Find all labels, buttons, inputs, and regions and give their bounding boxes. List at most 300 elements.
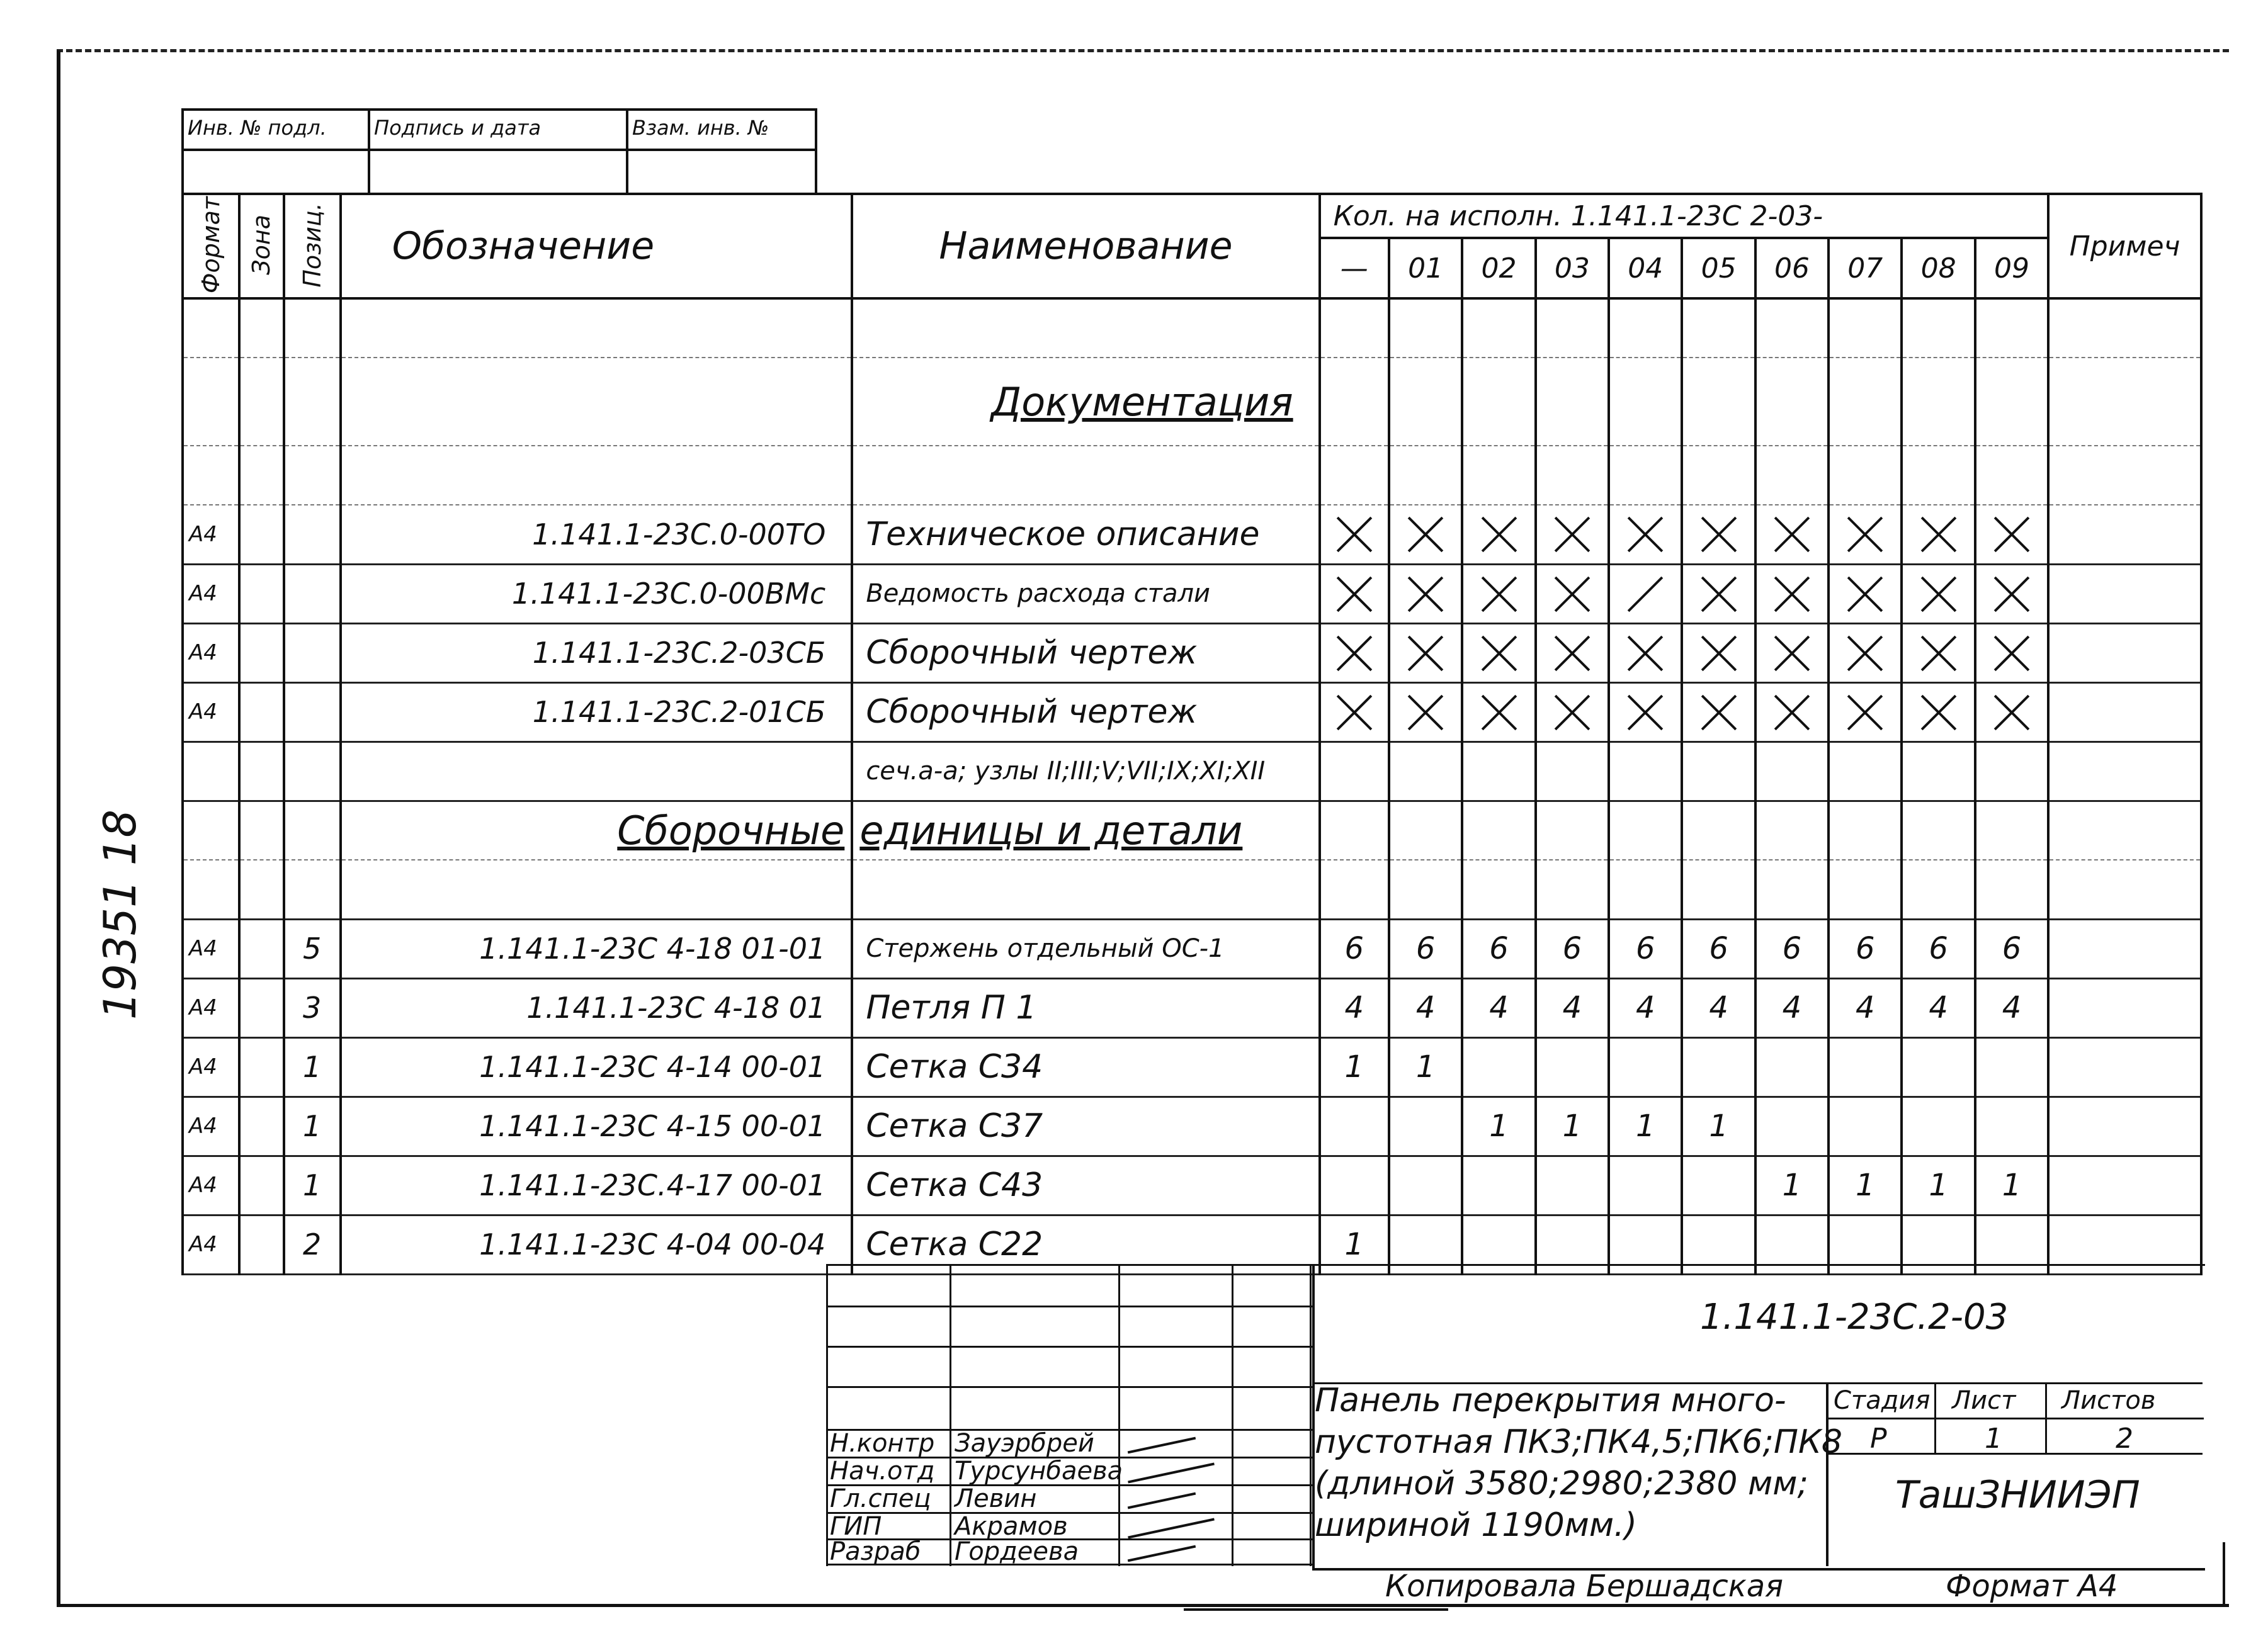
row-qty: [1389, 1097, 1462, 1156]
row-position: 2: [284, 1215, 341, 1274]
table-cell: [1536, 446, 1609, 505]
table-cell: [2048, 860, 2201, 919]
section-documentation-label: Документация: [990, 378, 1293, 425]
table-cell: [1755, 358, 1829, 446]
table-cell: [2048, 623, 2201, 682]
table-cell: [239, 1156, 283, 1215]
table-cell: [1902, 446, 1975, 505]
table-cell: [284, 623, 341, 682]
cross-mark-icon: [1700, 575, 1738, 613]
role-label: Разраб: [830, 1537, 921, 1566]
row-format: А4: [183, 564, 239, 623]
table-cell: [284, 505, 341, 564]
table-cell: [239, 505, 283, 564]
cross-mark-icon: [1553, 516, 1591, 553]
table-cell: [1389, 358, 1462, 446]
table-cell: [1536, 742, 1609, 801]
table-cell: [1320, 446, 1389, 505]
document-code: 1.141.1-23С.2-03: [1700, 1297, 2009, 1338]
table-cell: [1975, 446, 2048, 505]
table-cell: [183, 298, 239, 358]
cross-mark-icon: [1389, 564, 1462, 623]
row-name: Петля П 1: [852, 978, 1319, 1037]
side-number: 19351 18: [94, 809, 146, 1020]
organization-name: ТашЗНИИЭП: [1895, 1473, 2140, 1517]
row-format: А4: [183, 1037, 239, 1097]
frame-bottom-line: [57, 1604, 2229, 1607]
person-name: Левин: [955, 1484, 1037, 1513]
table-cell: [2048, 564, 2201, 623]
row-qty: [1536, 1156, 1609, 1215]
table-cell: [2048, 978, 2201, 1037]
table-cell: [284, 358, 341, 446]
row-designation: 1.141.1-23С.2-01СБ: [341, 682, 853, 742]
table-row: [183, 919, 2201, 978]
header-variant: 08: [1902, 238, 1975, 298]
table-cell: [1320, 298, 1389, 358]
row-qty: 4: [1902, 978, 1975, 1037]
header-name: Наименование: [852, 194, 1319, 298]
table-cell: [183, 742, 239, 801]
cross-mark-icon: [1902, 564, 1975, 623]
cross-mark-icon: [1480, 694, 1518, 731]
row-qty: 6: [1755, 919, 1829, 978]
table-cell: [2048, 1156, 2201, 1215]
role-label: Н.контр: [830, 1429, 935, 1458]
header-qty-caption: Кол. на исполн. 1.141.1-23С 2-03-: [1320, 194, 2049, 238]
table-cell: [284, 801, 341, 860]
cross-mark-icon: [1993, 516, 2031, 553]
cross-mark-icon: [1755, 505, 1829, 564]
table-cell: [1829, 298, 1902, 358]
cross-mark-icon: [1407, 694, 1444, 731]
row-qty: 4: [1755, 978, 1829, 1037]
table-cell: [2048, 919, 2201, 978]
cross-mark-icon: [1480, 516, 1518, 553]
cross-mark-icon: [1682, 682, 1755, 742]
person-name: Акрамов: [955, 1512, 1068, 1541]
table-cell: [341, 358, 853, 446]
cross-mark-icon: [1846, 575, 1884, 613]
slash-mark-icon: [1609, 564, 1682, 623]
table-cell: [1975, 298, 2048, 358]
table-cell: [852, 860, 1319, 919]
cross-mark-icon: [1407, 575, 1444, 613]
row-position: 1: [284, 1037, 341, 1097]
table-cell: [1975, 742, 2048, 801]
row-name: Техническое описание: [852, 505, 1319, 564]
header-format: Формат: [183, 194, 239, 298]
row-name: Сборочный чертеж: [852, 623, 1319, 682]
row-qty: [1829, 1037, 1902, 1097]
table-cell: [284, 298, 341, 358]
cross-mark-icon: [1975, 505, 2048, 564]
signature-scribble: [1128, 1518, 1215, 1538]
row-qty: [1462, 1037, 1535, 1097]
header-variant: —: [1320, 238, 1389, 298]
cross-mark-icon: [1902, 682, 1975, 742]
table-cell: [239, 1097, 283, 1156]
bottom-thick-mark: [1184, 1608, 1448, 1611]
row-qty: 1: [1320, 1215, 1389, 1274]
row-position: 5: [284, 919, 341, 978]
table-cell: [284, 564, 341, 623]
section-assembly-right: [852, 801, 1319, 860]
table-cell: [1682, 446, 1755, 505]
cross-mark-icon: [1462, 623, 1535, 682]
row-position: 3: [284, 978, 341, 1037]
header-variant: 06: [1755, 238, 1829, 298]
table-row: [183, 682, 2201, 742]
header-variant: 01: [1389, 238, 1462, 298]
cross-mark-icon: [1755, 623, 1829, 682]
table-cell: [239, 358, 283, 446]
sheet-label: Лист: [1952, 1386, 2016, 1415]
row-qty: 1: [1320, 1037, 1389, 1097]
cross-mark-icon: [1975, 623, 2048, 682]
stamp-replace-label: Взам. инв. №: [632, 116, 769, 140]
table-cell: [341, 860, 853, 919]
table-cell: [1829, 801, 1902, 860]
cross-mark-icon: [1829, 623, 1902, 682]
title-line-3: (длиной 3580;2980;2380 мм;: [1315, 1465, 1808, 1503]
header-variant: 03: [1536, 238, 1609, 298]
row-name: Сетка С22: [852, 1215, 1319, 1274]
row-qty: [1609, 1037, 1682, 1097]
stamp-signature-label: Подпись и дата: [374, 116, 541, 140]
stamp-inv-label: Инв. № подл.: [188, 116, 327, 140]
table-cell: [239, 801, 283, 860]
cross-mark-icon: [1993, 575, 2031, 613]
row-qty: [1755, 1097, 1829, 1156]
table-cell: [852, 298, 1319, 358]
row-qty: [1320, 1156, 1389, 1215]
role-label: Нач.отд: [830, 1457, 935, 1486]
row-designation: 1.141.1-23С 4-18 01-01: [341, 919, 853, 978]
table-cell: [1609, 358, 1682, 446]
cross-mark-icon: [1700, 694, 1738, 731]
table-cell: [1389, 860, 1462, 919]
table-cell: [1462, 860, 1535, 919]
table-cell: [1902, 860, 1975, 919]
table-cell: [2048, 1097, 2201, 1156]
cross-mark-icon: [1320, 505, 1389, 564]
table-cell: [1829, 860, 1902, 919]
row-qty: 4: [1389, 978, 1462, 1037]
table-cell: [1902, 358, 1975, 446]
header-zone: Зона: [239, 194, 283, 298]
row-format: А4: [183, 978, 239, 1037]
row-qty: 1: [1902, 1156, 1975, 1215]
header-variant: 04: [1609, 238, 1682, 298]
cross-mark-icon: [1480, 635, 1518, 672]
cross-mark-icon: [1682, 623, 1755, 682]
person-name: Турсунбаева: [955, 1457, 1123, 1486]
row-qty: 1: [1755, 1156, 1829, 1215]
table-cell: [1755, 298, 1829, 358]
title-line-4: шириной 1190мм.): [1315, 1506, 1637, 1544]
row-qty: [1462, 1156, 1535, 1215]
table-row: [183, 978, 2201, 1037]
row-qty: 4: [1462, 978, 1535, 1037]
table-cell: [183, 801, 239, 860]
table-cell: [239, 860, 283, 919]
sheet-value: 1: [1985, 1423, 2002, 1455]
table-cell: [1389, 446, 1462, 505]
cross-mark-icon: [1462, 682, 1535, 742]
row-designation: 1.141.1-23С.2-03СБ: [341, 623, 853, 682]
row-qty: 4: [1829, 978, 1902, 1037]
stamp-top: [181, 108, 817, 195]
section-assembly-left-label: Сборочные: [617, 807, 845, 854]
table-cell: [1389, 298, 1462, 358]
title-block-signatures: [826, 1264, 1312, 1566]
row-designation: 1.141.1-23С.0-00ТО: [341, 505, 853, 564]
signature-scribble: [1128, 1462, 1215, 1483]
cross-mark-icon: [1975, 564, 2048, 623]
row-name: Стержень отдельный ОС-1: [852, 919, 1319, 978]
table-cell: [239, 742, 283, 801]
table-cell: [1902, 298, 1975, 358]
header-position: Позиц.: [284, 194, 341, 298]
row-qty: [1902, 1097, 1975, 1156]
table-cell: [1682, 358, 1755, 446]
cross-mark-icon: [1846, 516, 1884, 553]
org-left-line: [1826, 1453, 1829, 1566]
table-cell: [1536, 358, 1609, 446]
cross-mark-icon: [1773, 575, 1811, 613]
row-qty: 6: [1975, 919, 2048, 978]
header-variant: 07: [1829, 238, 1902, 298]
row-designation: 1.141.1-23С 4-15 00-01: [341, 1097, 853, 1156]
specification-table: [181, 193, 2203, 1275]
cross-mark-icon: [1626, 516, 1664, 553]
table-cell: [2048, 1037, 2201, 1097]
row-qty: [1829, 1097, 1902, 1156]
table-cell: [1609, 742, 1682, 801]
row-qty: 1: [1975, 1156, 2048, 1215]
cross-mark-icon: [1829, 682, 1902, 742]
stage-value: Р: [1870, 1423, 1887, 1455]
table-cell: [1536, 860, 1609, 919]
table-cell: [2048, 298, 2201, 358]
table-cell: [1389, 742, 1462, 801]
section-assembly-right-label: единицы и детали: [859, 807, 1243, 854]
cross-mark-icon: [1920, 575, 1958, 613]
role-label: Гл.спец: [830, 1484, 931, 1513]
header-designation: Обозначение: [341, 194, 853, 298]
cross-mark-icon: [1335, 575, 1373, 613]
section-documentation: [852, 358, 1319, 446]
table-cell: [1829, 446, 1902, 505]
table-cell: [1389, 801, 1462, 860]
org-divider: [1826, 1453, 2203, 1455]
row-qty: 6: [1462, 919, 1535, 978]
table-row: [183, 1097, 2201, 1156]
row-qty: 1: [1389, 1037, 1462, 1097]
cross-mark-icon: [1700, 635, 1738, 672]
table-cell: [852, 446, 1319, 505]
table-cell: [239, 1215, 283, 1274]
row-format: А4: [183, 682, 239, 742]
row-qty: 4: [1320, 978, 1389, 1037]
table-cell: [239, 623, 283, 682]
row-name: Сетка С37: [852, 1097, 1319, 1156]
table-cell: [239, 298, 283, 358]
cross-mark-icon: [1682, 564, 1755, 623]
table-cell: [239, 1037, 283, 1097]
table-cell: [239, 919, 283, 978]
row-format: А4: [183, 919, 239, 978]
table-cell: [1320, 742, 1389, 801]
row-designation: 1.141.1-23С 4-14 00-01: [341, 1037, 853, 1097]
row-format: А4: [183, 1215, 239, 1274]
table-cell: [2048, 682, 2201, 742]
cross-mark-icon: [1993, 635, 2031, 672]
cross-mark-icon: [1609, 682, 1682, 742]
frame-top-line: [57, 49, 2229, 52]
row-qty: [1609, 1156, 1682, 1215]
cross-mark-icon: [1700, 516, 1738, 553]
row-format: А4: [183, 623, 239, 682]
table-cell: [1755, 860, 1829, 919]
table-cell: [1682, 742, 1755, 801]
row-qty: [1389, 1156, 1462, 1215]
table-cell: [284, 682, 341, 742]
cross-mark-icon: [1320, 564, 1389, 623]
row-name: Сборочный чертеж: [852, 682, 1319, 742]
row-qty: [1536, 1037, 1609, 1097]
table-cell: [2048, 358, 2201, 446]
row-qty: 4: [1609, 978, 1682, 1037]
row-qty: [1975, 1037, 2048, 1097]
role-label: ГИП: [830, 1512, 882, 1541]
table-cell: [1320, 860, 1389, 919]
cross-mark-icon: [1320, 682, 1389, 742]
row-qty: 4: [1682, 978, 1755, 1037]
section-assembly-left: [341, 801, 853, 860]
table-cell: [1975, 358, 2048, 446]
table-cell: [183, 860, 239, 919]
table-cell: [1609, 446, 1682, 505]
row-position: 1: [284, 1097, 341, 1156]
row-qty: 6: [1609, 919, 1682, 978]
table-cell: [1975, 860, 2048, 919]
cross-mark-icon: [1755, 682, 1829, 742]
row-designation: 1.141.1-23С 4-18 01: [341, 978, 853, 1037]
row-qty: [1682, 1156, 1755, 1215]
table-cell: [1829, 358, 1902, 446]
cross-mark-icon: [1335, 516, 1373, 553]
cross-mark-icon: [1829, 564, 1902, 623]
row-qty: 6: [1389, 919, 1462, 978]
cross-mark-icon: [1462, 505, 1535, 564]
row-name: Сетка С34: [852, 1037, 1319, 1097]
table-cell: [341, 298, 853, 358]
cross-mark-icon: [1335, 694, 1373, 731]
table-cell: [1902, 742, 1975, 801]
header-variant: 09: [1975, 238, 2048, 298]
cross-mark-icon: [1773, 635, 1811, 672]
table-cell: [2048, 505, 2201, 564]
cross-mark-icon: [1536, 505, 1609, 564]
table-cell: [284, 446, 341, 505]
title-line-2: пустотная ПК3;ПК4,5;ПК6;ПК8: [1315, 1423, 1843, 1461]
row-qty: [1755, 1037, 1829, 1097]
row-qty: [1902, 1037, 1975, 1097]
table-cell: [1609, 298, 1682, 358]
cross-mark-icon: [1626, 635, 1664, 672]
row-qty: 1: [1536, 1097, 1609, 1156]
table-cell: [1462, 801, 1535, 860]
row-qty: 4: [1975, 978, 2048, 1037]
table-cell: [239, 682, 283, 742]
row-qty: [1320, 1097, 1389, 1156]
row-qty: 6: [1320, 919, 1389, 978]
cross-mark-icon: [1846, 635, 1884, 672]
table-cell: [239, 564, 283, 623]
row-qty: 4: [1536, 978, 1609, 1037]
header-variant: 02: [1462, 238, 1535, 298]
table-cell: [1462, 742, 1535, 801]
table-cell: [2048, 801, 2201, 860]
table-cell: [1755, 801, 1829, 860]
row-designation: 1.141.1-23С.0-00ВМс: [341, 564, 853, 623]
cross-mark-icon: [1920, 516, 1958, 553]
sheets-value: 2: [2116, 1423, 2133, 1455]
footer-copied-by: Копировала Бершадская: [1385, 1569, 1784, 1604]
person-name: Зауэрбрей: [955, 1429, 1094, 1458]
table-cell: [1829, 742, 1902, 801]
cross-mark-icon: [1553, 635, 1591, 672]
row-qty: 6: [1536, 919, 1609, 978]
row-format: А4: [183, 1097, 239, 1156]
table-cell: [1320, 358, 1389, 446]
row-name: Ведомость расхода стали: [852, 564, 1319, 623]
header-variant: 05: [1682, 238, 1755, 298]
row-qty: 1: [1829, 1156, 1902, 1215]
signature-scribble: [1128, 1492, 1196, 1509]
table-cell: [1536, 298, 1609, 358]
cross-mark-icon: [1626, 694, 1664, 731]
row-format: А4: [183, 505, 239, 564]
table-row: [183, 564, 2201, 623]
cross-mark-icon: [1480, 575, 1518, 613]
cross-mark-icon: [1389, 505, 1462, 564]
table-cell: [1320, 801, 1389, 860]
row-qty: 1: [1462, 1097, 1535, 1156]
table-cell: [239, 446, 283, 505]
row-qty: 1: [1682, 1097, 1755, 1156]
cross-mark-icon: [1335, 635, 1373, 672]
row-designation: 1.141.1-23С.4-17 00-01: [341, 1156, 853, 1215]
signature-scribble: [1128, 1437, 1196, 1454]
table-row: [183, 1156, 2201, 1215]
table-cell: [1682, 298, 1755, 358]
table-cell: [1682, 860, 1755, 919]
table-cell: [341, 742, 853, 801]
drawing-title: [1315, 1380, 1842, 1546]
stage-label: Стадия: [1834, 1386, 1931, 1415]
table-cell: [1462, 446, 1535, 505]
row-qty: 6: [1829, 919, 1902, 978]
table-cell: [2048, 446, 2201, 505]
table-cell: [1755, 742, 1829, 801]
table-cell: [1462, 298, 1535, 358]
cross-mark-icon: [1462, 564, 1535, 623]
table-cell: [239, 978, 283, 1037]
cross-mark-icon: [1407, 635, 1444, 672]
